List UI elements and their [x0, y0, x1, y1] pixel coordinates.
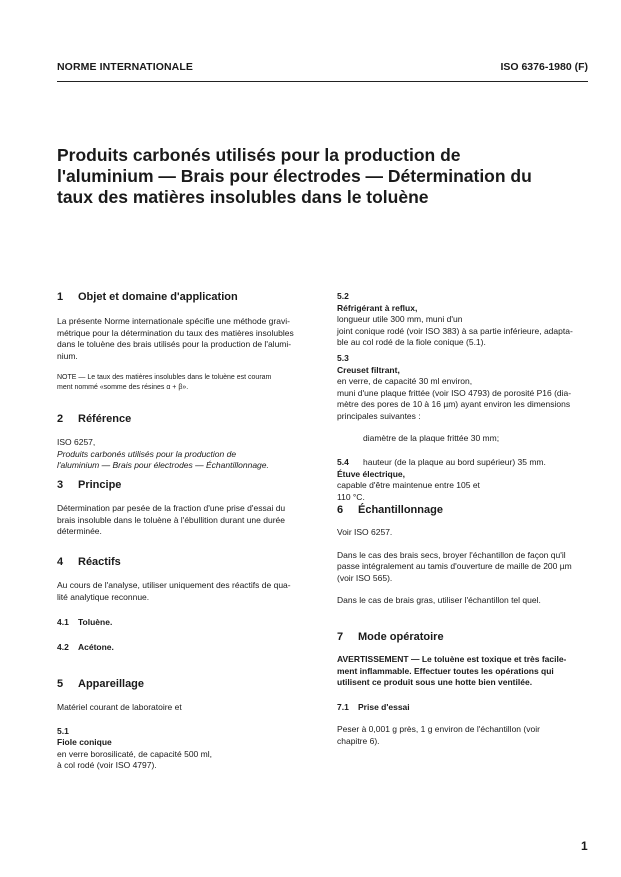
section-4 [57, 556, 315, 653]
section-2 [57, 413, 315, 472]
section-3-body: Détermination par pesée de la fraction d'une prise d'essai du brais insoluble dans le toluène à l'ébullition durant une durée déterminée. [57, 503, 286, 536]
page-header [57, 61, 588, 77]
subsection-5-4: 5.4 Étuve électrique, capable d'être maintenue entre 105 et 110 °C. [337, 457, 480, 502]
section-5-intro: Matériel courant de laboratoire et [57, 702, 182, 712]
section-6-dry: Dans le cas des brais secs, broyer l'échantillon de façon qu'il passe intégralement au tamis d'ouverture de maille de 200 µm (voir ISO 565). [337, 549, 572, 583]
section-5 [57, 678, 315, 772]
section-7 [337, 631, 592, 747]
title-line: Produits carbonés utilisés pour la production de [57, 145, 461, 165]
title-line: taux des matières insolubles dans le toluène [57, 187, 429, 207]
section-6-body: Voir ISO 6257. [337, 527, 393, 537]
standard-reference: ISO 6376-1980 (F) [500, 61, 588, 73]
warning: AVERTISSEMENT — Le toluène est toxique et très facile- ment inflammable. Effectuer toutes les opérations qui utilisent ce produit sous une hotte bien ventilée. [337, 654, 567, 687]
dimension-diameter: diamètre de la plaque frittée 30 mm; [363, 433, 500, 443]
header-rule [57, 81, 588, 82]
section-heading: 4 Réactifs [57, 556, 121, 568]
section-6-fat: Dans le cas de brais gras, utiliser l'échantillon tel quel. [337, 595, 541, 605]
document-title [57, 145, 592, 208]
subsection-7-1-body: Peser à 0,001 g près, 1 g environ de l'échantillon (voir chapitre 6). [337, 724, 540, 746]
section-2-body: ISO 6257, Produits carbonés utilisés pour la production de l'aluminium — Brais pour électrodes — Échantillonnage. [57, 437, 269, 470]
subsection-4-1: 4.1 Toluène. [57, 617, 113, 627]
standard-type: NORME INTERNATIONALE [57, 61, 193, 73]
subsection-7-1: 7.1 Prise d'essai [337, 701, 410, 712]
subsection-4-2: 4.2 Acétone. [57, 641, 114, 652]
section-heading: 1 Objet et domaine d'application [57, 291, 238, 303]
section-3 [57, 479, 315, 538]
section-heading: 6 Échantillonnage [337, 504, 443, 516]
section-heading: 3 Principe [57, 479, 122, 491]
section-heading: 5 Appareillage [57, 678, 145, 690]
subsection-5-2: 5.2 Réfrigérant à reflux, longueur utile 300 mm, muni d'un joint conique rodé (voir ISO 383) à sa partie inférieure, adapta- ble au col rodé de la fiole conique (5.1). [337, 291, 573, 347]
section-6 [337, 504, 592, 607]
dimension-height: hauteur (de la plaque au bord supérieur) 35 mm. [363, 456, 546, 467]
subsection-5-3: 5.3 Creuset filtrant, en verre, de capacité 30 ml environ, muni d'une plaque frittée (voir ISO 4793) de porosité P16 (dia- mètre des pores de 10 à 16 µm) ayant environ les dimensions principales suivantes : diamètre de la plaque frittée 30 mm; hauteur (de la plaque au bord supérieur) 35 mm. [337, 353, 592, 468]
section-heading: 7 Mode opératoire [337, 631, 444, 643]
section-4-body: Au cours de l'analyse, utiliser uniquement des réactifs de qua- lité analytique reconnue. [57, 580, 291, 602]
section-1-body: La présente Norme internationale spécifie une méthode gravi- métrique pour la détermination du taux des matières insolubles dans le toluène des brais utilisés pour la production de l'alumi- nium. [57, 316, 294, 361]
title-line: l'aluminium — Brais pour électrodes — Détermination du [57, 166, 532, 186]
page-number: 1 [581, 839, 588, 853]
subsection-5-1: 5.1 Fiole conique en verre borosilicaté, de capacité 500 ml, à col rodé (voir ISO 4797). [57, 725, 212, 770]
section-1-note: NOTE — Le taux des matières insolubles dans le toluène est couram ment nommé «somme des résines α + β». [57, 374, 272, 391]
section-1 [57, 291, 315, 393]
section-heading: 2 Référence [57, 413, 132, 425]
